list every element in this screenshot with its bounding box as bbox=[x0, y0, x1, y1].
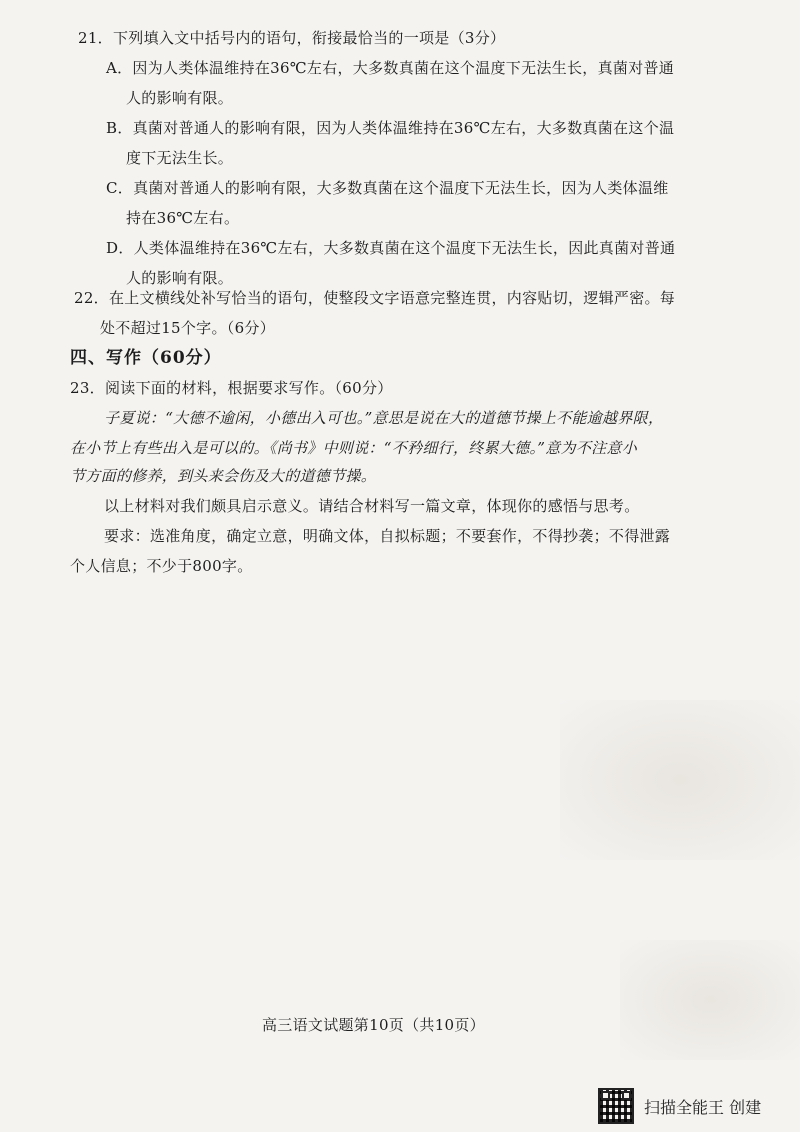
option-b-line1: B．真菌对普通人的影响有限，因为人类体温维持在36℃左右，大多数真菌在这个温 bbox=[106, 119, 675, 137]
scan-smudge bbox=[560, 700, 800, 860]
option-c-line2: 持在36℃左右。 bbox=[126, 209, 240, 227]
question-23-stem: 23．阅读下面的材料，根据要求写作。（60分） bbox=[70, 379, 393, 397]
section-4-title: 四、写作（60分） bbox=[70, 348, 222, 368]
qr-code-icon bbox=[598, 1088, 634, 1124]
material-line2: 在小节上有些出入是可以的。《尚书》中则说：“不矜细行，终累大德。”意为不注意小 bbox=[70, 439, 638, 457]
material-line3: 节方面的修养，到头来会伤及大的道德节操。 bbox=[70, 467, 377, 485]
scan-smudge bbox=[620, 940, 800, 1060]
watermark-text: 扫描全能王 创建 bbox=[644, 1098, 762, 1117]
option-d-line1: D．人类体温维持在36℃左右，大多数真菌在这个温度下无法生长，因此真菌对普通 bbox=[106, 239, 676, 257]
question-22-line2: 处不超过15个字。（6分） bbox=[100, 319, 276, 337]
writing-prompt: 以上材料对我们颇具启示意义。请结合材料写一篇文章，体现你的感悟与思考。 bbox=[104, 497, 640, 515]
option-d-line2: 人的影响有限。 bbox=[126, 269, 234, 287]
question-22-line1: 22．在上文横线处补写恰当的语句，使整段文字语意完整连贯，内容贴切，逻辑严密。每 bbox=[74, 289, 676, 307]
option-a-line2: 人的影响有限。 bbox=[126, 89, 234, 107]
requirements-line2: 个人信息；不少于800字。 bbox=[70, 557, 253, 575]
scanner-watermark bbox=[598, 1086, 798, 1126]
material-line1: 子夏说：“大德不逾闲，小德出入可也。”意思是说在大的道德节操上不能逾越界限， bbox=[104, 409, 664, 427]
option-c-line1: C．真菌对普通人的影响有限，大多数真菌在这个温度下无法生长，因为人类体温维 bbox=[106, 179, 669, 197]
requirements-line1: 要求：选准角度，确定立意，明确文体，自拟标题；不要套作，不得抄袭；不得泄露 bbox=[104, 527, 671, 545]
question-21-stem: 21．下列填入文中括号内的语句，衔接最恰当的一项是（3分） bbox=[78, 29, 506, 47]
page-footer: 高三语文试题第10页（共10页） bbox=[262, 1016, 485, 1034]
option-a-line1: A．因为人类体温维持在36℃左右，大多数真菌在这个温度下无法生长，真菌对普通 bbox=[106, 59, 675, 77]
option-b-line2: 度下无法生长。 bbox=[126, 149, 234, 167]
